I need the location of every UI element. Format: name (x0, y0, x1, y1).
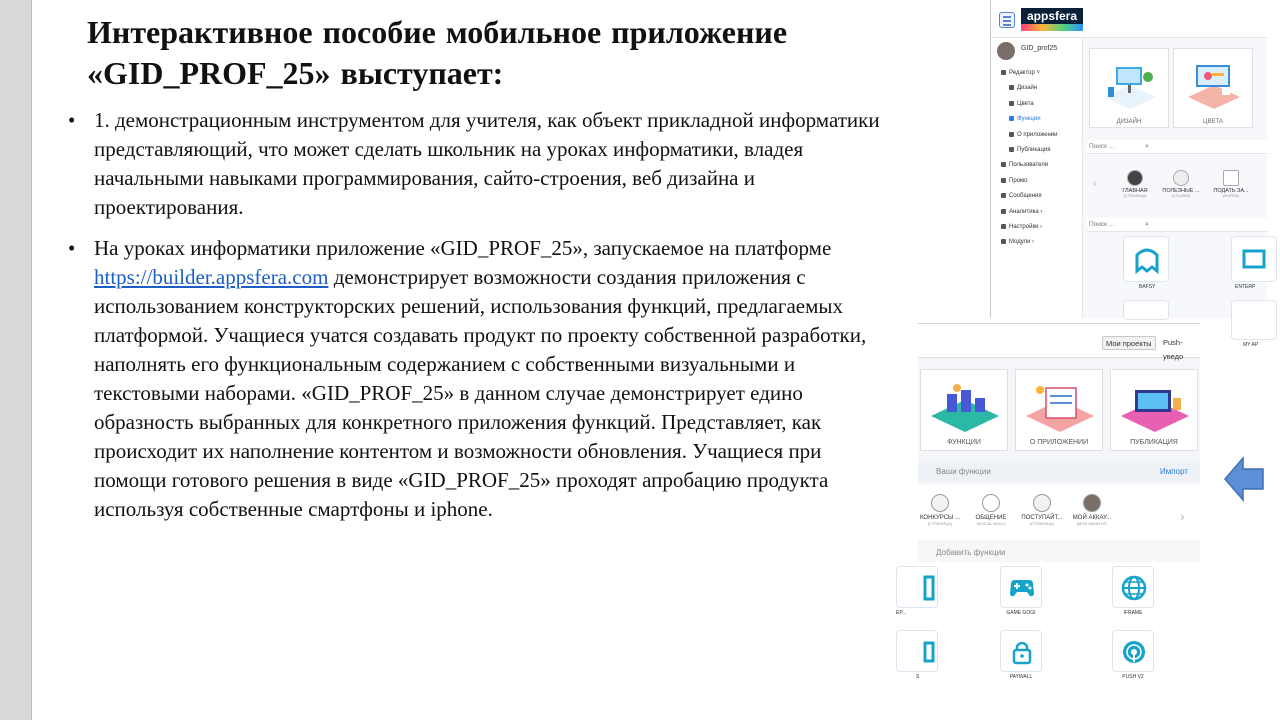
functions-card-label: ФУНКЦИИ (947, 439, 981, 446)
design-card[interactable] (1089, 48, 1169, 128)
tile-bafsy-label: BAFSY (1139, 284, 1156, 290)
publish-illustration (1117, 376, 1193, 434)
appsfera-logo: appsfera (1021, 8, 1083, 24)
colors-illustration (1182, 57, 1246, 111)
sidebar-item-editor[interactable]: Редактор ˅ (1001, 66, 1083, 81)
publish-icon (1009, 147, 1014, 152)
tile-partial-1[interactable] (896, 566, 938, 608)
function-title: ГЛАВНАЯ (1122, 188, 1148, 194)
colors-card[interactable] (1173, 48, 1253, 128)
enterprise-icon (1232, 237, 1278, 283)
function-subtitle: (SOCIAL WALL) (976, 521, 1006, 526)
colors-card-label: ЦВЕТА (1203, 119, 1223, 125)
function-subtitle: (МОЙ АККАУНТ) (1076, 521, 1108, 526)
tile-push-v2-label: PUSH V2 (1122, 674, 1144, 680)
function-item-links[interactable] (1161, 170, 1201, 198)
your-functions-header (918, 463, 1200, 481)
sidebar-item-settings[interactable]: Настройки › (1001, 220, 1083, 235)
tile-iframe-label: IFRAME (1123, 610, 1143, 616)
add-functions-grid (896, 562, 1200, 686)
sidebar-item-functions[interactable]: Функции (1001, 112, 1083, 127)
about-illustration (1022, 376, 1098, 434)
appsfera-link[interactable]: https://builder.appsfera.com (94, 265, 329, 289)
add-functions-header (918, 544, 1200, 562)
your-functions-row (918, 484, 1200, 540)
chart-icon (1001, 209, 1006, 214)
account-avatar-icon (1083, 494, 1101, 512)
pen-icon (1001, 70, 1006, 75)
globe-icon (1113, 567, 1155, 609)
sidebar-item-messages[interactable]: Сообщения (1001, 189, 1083, 204)
function-item-account[interactable] (1066, 494, 1118, 526)
tab-push[interactable]: Push-уведо (1163, 338, 1184, 361)
import-link[interactable]: Импорт (1160, 467, 1188, 476)
function-item-contests[interactable] (914, 494, 966, 526)
function-title: МОЙ АККАУ... (1072, 515, 1112, 521)
trophy-icon (931, 494, 949, 512)
megaphone-icon (1001, 178, 1006, 183)
publish-card-label: ПУБЛИКАЦИЯ (1130, 439, 1178, 446)
chat-icon (982, 494, 1000, 512)
tile-push-v2[interactable] (1112, 630, 1154, 672)
partial-icon-2 (897, 631, 939, 673)
sidebar-item-promo[interactable]: Промо (1001, 174, 1083, 189)
function-item-form[interactable] (1211, 170, 1251, 198)
builder-topbar (991, 0, 1267, 38)
function-title: ОБЩЕНИЕ (975, 515, 1007, 521)
functions-illustration (927, 376, 1003, 434)
design-icon (1009, 85, 1014, 90)
tile-partial[interactable] (1123, 300, 1169, 320)
your-functions-label: Ваши функции (936, 467, 991, 476)
tile-paywall[interactable] (1000, 630, 1042, 672)
sidebar-item-design[interactable]: Дизайн (1001, 81, 1083, 96)
function-item-admission[interactable] (1016, 494, 1068, 526)
builder-sidebar (991, 38, 1083, 318)
search-input[interactable] (1087, 140, 1267, 154)
about-card-label: О ПРИЛОЖЕНИИ (1029, 439, 1089, 446)
tile-partial-2[interactable] (896, 630, 938, 672)
function-title: ПОЛЕЗНЫЕ ... (1162, 188, 1200, 194)
avatar[interactable] (997, 42, 1015, 60)
tile-iframe[interactable] (1112, 566, 1154, 608)
bafsy-icon (1124, 237, 1170, 283)
tile-bafsy[interactable] (1123, 236, 1169, 282)
tile-enterp[interactable] (1231, 236, 1277, 282)
bullet-list (66, 106, 881, 536)
sidebar-item-about[interactable]: О приложении (1001, 128, 1083, 143)
tab-my-projects[interactable]: Мои проекты (1102, 336, 1156, 350)
gamepad-icon (1001, 567, 1043, 609)
bullet-1-text: 1. демонстрационным инструментом для учителя, как объект прикладной информатики представляющий, что может сделать школьник на уроках информатики, владея начальными навыками программирования, сайто-строения, веб дизайна и проектирования. (94, 108, 880, 219)
sidebar-item-modules[interactable]: Модули › (1001, 235, 1083, 250)
tile-myap[interactable] (1231, 300, 1277, 340)
bullet-2-text-before: На уроках информатики приложение «GID_PROF_25», запускаемое на платформе (94, 236, 832, 260)
slide-title: Интерактивное пособие мобильное приложение «GID_PROF_25» выступает: (87, 14, 788, 91)
palette-icon (1009, 101, 1014, 106)
tile-myap-label: MY AP (1243, 342, 1259, 348)
design-illustration (1098, 57, 1162, 111)
publish-card[interactable] (1110, 369, 1198, 451)
gear-icon (1009, 116, 1014, 121)
builder-screenshot-functions (896, 323, 1200, 685)
function-subtitle: (ССЫЛКИ) (1171, 194, 1191, 198)
search-icon: ⌕ (1145, 143, 1149, 150)
add-functions-label: Добавить функции (936, 548, 1006, 557)
function-item-social[interactable] (965, 494, 1017, 526)
function-subtitle: (СТРАНИЦА) (927, 521, 953, 526)
tabs-bar (918, 324, 1200, 361)
tile-partial-2-label: S (916, 674, 920, 680)
sidebar-item-publish[interactable]: Публикация (1001, 143, 1083, 158)
hands-icon (1033, 494, 1051, 512)
function-subtitle: (СТРАНИЦА) (1123, 194, 1147, 198)
settings-icon (1001, 224, 1006, 229)
username: GID_prof25 (1021, 45, 1058, 52)
broadcast-icon (1113, 631, 1155, 673)
partial-icon (897, 567, 939, 609)
tile-paywall-label: PAYWALL (1009, 674, 1033, 680)
function-title: ПОСТУПАЙТ... (1021, 515, 1063, 521)
search-placeholder: Поиск ... (1089, 221, 1115, 228)
bullet-item-2 (66, 234, 881, 524)
sidebar-item-users[interactable]: Пользователи (1001, 158, 1083, 173)
function-subtitle: (СТРАНИЦА) (1029, 521, 1055, 526)
sidebar-item-colors[interactable]: Цвета (1001, 97, 1083, 112)
function-subtitle: (ФОРМА) (1222, 194, 1240, 198)
users-icon (1001, 162, 1006, 167)
chevron-right-icon[interactable]: › (1180, 508, 1185, 524)
bullet-item-1 (66, 106, 881, 222)
design-card-label: ДИЗАЙН (1116, 119, 1142, 125)
function-item-home[interactable] (1115, 170, 1155, 198)
tile-game-gogi[interactable] (1000, 566, 1042, 608)
home-function-icon (1127, 170, 1143, 186)
search-placeholder: Поиск ... (1089, 143, 1115, 150)
bullet-2-text-after: демонстрирует возможности создания приложения с использованием конструкторских решений, использования функций, предлагаемых платформой. Учащиеся учатся создавать продукт по проекту собственной разработки, наполнять его функциональным содержанием с собственными визуальными и текстовыми наборами. «GID_PROF_25» в данном случае демонстрирует едино образность выбранных для конкретного приложения функций. Представляет, как происходит их наполнение контентом и возможности обновления. Учащиеся при помощи готового решения в виде «GID_PROF_25» проходят апробацию продукта используя собственные смартфоны и iphone. (94, 265, 867, 521)
chevron-left-icon[interactable]: ‹ (1093, 176, 1097, 190)
tile-partial-1-label: EP... (896, 610, 907, 616)
sidebar-item-analytics[interactable]: Аналитика › (1001, 205, 1083, 220)
tile-enterp-label: ENTERP (1235, 284, 1256, 290)
search-input-2[interactable] (1087, 218, 1267, 232)
hand-icon (1173, 170, 1189, 186)
form-icon (1223, 170, 1239, 186)
message-icon (1001, 193, 1006, 198)
sidebar-nav (1001, 66, 1083, 251)
tile-game-gogi-label: GAME GOGI (1006, 610, 1036, 616)
slide-left-strip (0, 0, 32, 720)
functions-card[interactable] (920, 369, 1008, 451)
about-card[interactable] (1015, 369, 1103, 451)
function-title: ПОДАТЬ ЗА... (1213, 188, 1249, 194)
modules-icon (1001, 239, 1006, 244)
arrow-left-icon[interactable] (1223, 455, 1265, 503)
search-icon: ⌕ (1145, 221, 1149, 228)
lock-icon (1001, 631, 1043, 673)
hamburger-menu-icon[interactable] (999, 12, 1015, 28)
appsfera-logo-stripe (1021, 24, 1083, 31)
function-title: КОНКУРСЫ ... (919, 515, 961, 521)
info-icon (1009, 132, 1014, 137)
